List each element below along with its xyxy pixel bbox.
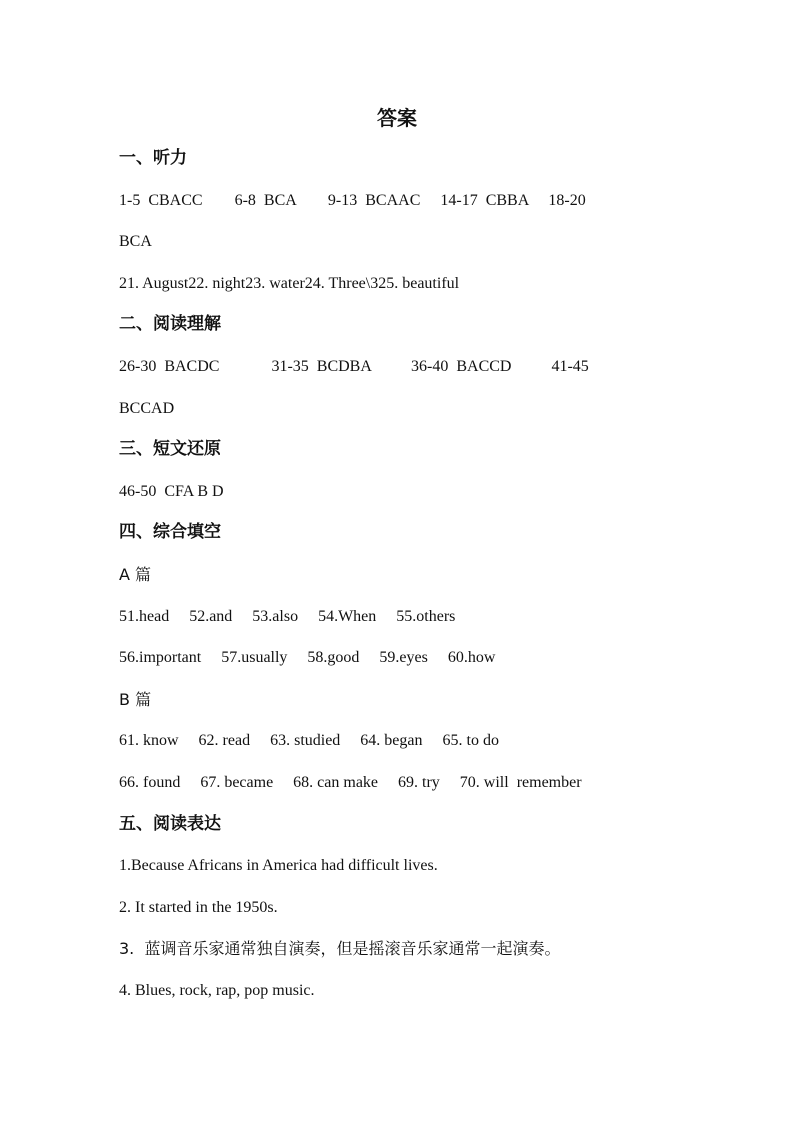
- section-heading-cloze: 四、综合填空: [119, 522, 221, 542]
- section-heading-reading-expression: 五、阅读表达: [119, 814, 221, 834]
- expression-answer-2: 2. It started in the 1950s.: [119, 899, 278, 916]
- passage-restore-answers: 46-50 CFA B D: [119, 483, 224, 500]
- expression-answer-3: 3. 蓝调音乐家通常独自演奏，但是摇滚音乐家通常一起演奏。: [119, 939, 561, 958]
- cloze-part-a-label: A 篇: [119, 565, 152, 584]
- reading-answers-line-2: BCCAD: [119, 400, 175, 417]
- section-heading-reading: 二、阅读理解: [119, 314, 221, 334]
- listening-answers-line-1: 1-5 CBACC 6-8 BCA 9-13 BCAAC 14-17 CBBA 18-20: [119, 192, 586, 209]
- cloze-part-b-line-2: 66. found 67. became 68. can make 69. try 70. will remember: [119, 774, 582, 791]
- section-heading-passage-restore: 三、短文还原: [119, 439, 221, 459]
- reading-answers-line-1: 26-30 BACDC 31-35 BCDBA 36-40 BACCD 41-45: [119, 358, 589, 375]
- cloze-part-b-label: B 篇: [119, 690, 152, 709]
- cloze-part-a-line-2: 56.important 57.usually 58.good 59.eyes 60.how: [119, 649, 496, 666]
- expression-answer-4: 4. Blues, rock, rap, pop music.: [119, 982, 315, 999]
- section-heading-listening: 一、听力: [119, 148, 187, 168]
- expression-answer-1: 1.Because Africans in America had difficult lives.: [119, 857, 438, 874]
- page-title: 答案: [377, 106, 417, 130]
- cloze-part-a-line-1: 51.head 52.and 53.also 54.When 55.others: [119, 608, 456, 625]
- cloze-part-b-line-1: 61. know 62. read 63. studied 64. began 65. to do: [119, 732, 499, 749]
- listening-answers-line-2: BCA: [119, 233, 152, 250]
- listening-answers-line-3: 21. August22. night23. water24. Three\325. beautiful: [119, 275, 460, 292]
